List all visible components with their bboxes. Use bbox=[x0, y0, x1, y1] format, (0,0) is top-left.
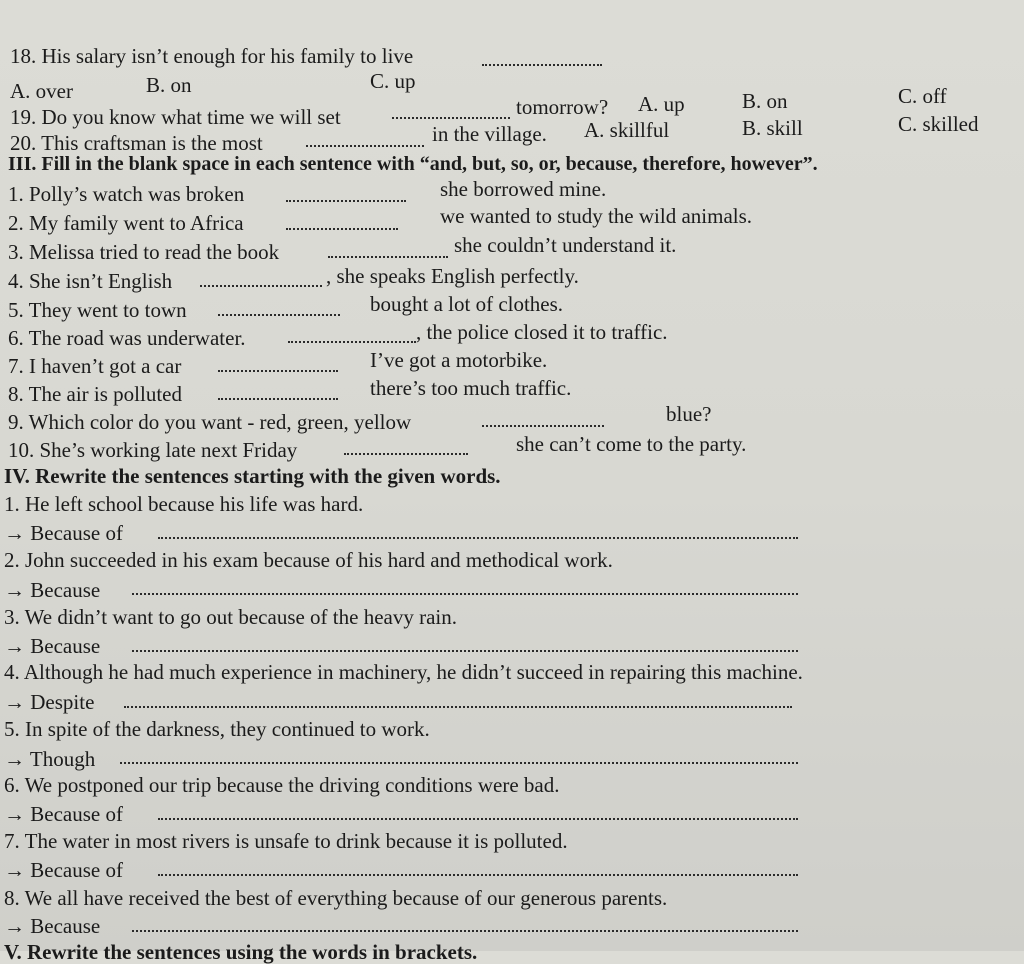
s3-item-6-before: 6. The road was underwater. bbox=[8, 326, 246, 350]
s4-item-1-sentence: 1. He left school because his life was hard. bbox=[4, 492, 364, 516]
s3-item-10-after: she can’t come to the party. bbox=[516, 432, 747, 456]
s4-item-5-start: → Though bbox=[4, 747, 96, 771]
q20-option-a: A. skillful bbox=[584, 118, 670, 142]
s4-item-2-sentence: 2. John succeeded in his exam because of his hard and methodical work. bbox=[4, 548, 613, 572]
s3-item-9-blank[interactable] bbox=[482, 425, 604, 427]
q19-option-a: A. up bbox=[638, 92, 685, 116]
q20-stem: 20. This craftsman is the most bbox=[10, 131, 263, 155]
q18-option-b: B. on bbox=[146, 73, 192, 97]
q18-option-a: A. over bbox=[10, 79, 73, 103]
s3-item-9-after: blue? bbox=[666, 402, 712, 426]
s3-item-4-before: 4. She isn’t English bbox=[8, 269, 173, 293]
s3-item-8-after: there’s too much traffic. bbox=[370, 376, 572, 400]
q18-stem: 18. His salary isn’t enough for his family to live bbox=[10, 44, 414, 68]
section-4-heading: IV. Rewrite the sentences starting with the given words. bbox=[4, 464, 501, 488]
s3-item-8-blank[interactable] bbox=[218, 398, 338, 400]
q20-tail: in the village. bbox=[432, 122, 547, 146]
s3-item-2-after: we wanted to study the wild animals. bbox=[440, 204, 753, 228]
s4-item-4-start: → Despite bbox=[4, 690, 95, 714]
s3-item-5-after: bought a lot of clothes. bbox=[370, 292, 564, 316]
s3-item-9-before: 9. Which color do you want - red, green, yellow bbox=[8, 410, 412, 434]
s3-item-5-blank[interactable] bbox=[218, 314, 340, 316]
q19-stem: 19. Do you know what time we will set bbox=[10, 105, 341, 129]
s4-item-8-start: → Because bbox=[4, 914, 101, 938]
s4-item-1-answer-line[interactable] bbox=[158, 537, 798, 539]
s4-item-7-sentence: 7. The water in most rivers is unsafe to drink because it is polluted. bbox=[4, 829, 568, 853]
s3-item-4-after: , she speaks English perfectly. bbox=[326, 264, 579, 288]
s3-item-5-before: 5. They went to town bbox=[8, 298, 187, 322]
s3-item-10-blank[interactable] bbox=[344, 453, 468, 455]
s4-item-7-answer-line[interactable] bbox=[158, 874, 798, 876]
s3-item-7-before: 7. I haven’t got a car bbox=[8, 354, 182, 378]
q20-option-c: C. skilled bbox=[898, 112, 979, 136]
q19-option-b: B. on bbox=[742, 89, 788, 113]
s4-item-3-sentence: 3. We didn’t want to go out because of the heavy rain. bbox=[4, 605, 457, 629]
s4-item-3-start: → Because bbox=[4, 634, 101, 658]
s3-item-1-after: she borrowed mine. bbox=[440, 177, 607, 201]
s4-item-2-start: → Because bbox=[4, 578, 101, 602]
s3-item-7-blank[interactable] bbox=[218, 370, 338, 372]
q18-blank[interactable] bbox=[482, 64, 602, 66]
s4-item-5-sentence: 5. In spite of the darkness, they continued to work. bbox=[4, 717, 430, 741]
s3-item-3-after: she couldn’t understand it. bbox=[454, 233, 677, 257]
s3-item-8-before: 8. The air is polluted bbox=[8, 382, 182, 406]
s4-item-4-answer-line[interactable] bbox=[124, 706, 792, 708]
s4-item-8-answer-line[interactable] bbox=[132, 930, 798, 932]
s3-item-3-before: 3. Melissa tried to read the book bbox=[8, 240, 280, 264]
s4-item-1-start: → Because of bbox=[4, 521, 123, 545]
s4-item-8-sentence: 8. We all have received the best of everything because of our generous parents. bbox=[4, 886, 668, 910]
q20-option-b: B. skill bbox=[742, 116, 803, 140]
q20-blank[interactable] bbox=[306, 145, 424, 147]
s4-item-5-answer-line[interactable] bbox=[120, 762, 798, 764]
s3-item-3-blank[interactable] bbox=[328, 256, 448, 258]
s3-item-1-before: 1. Polly’s watch was broken bbox=[8, 182, 245, 206]
q19-tail: tomorrow? bbox=[516, 95, 609, 119]
s3-item-2-before: 2. My family went to Africa bbox=[8, 211, 244, 235]
s4-item-2-answer-line[interactable] bbox=[132, 593, 798, 595]
s3-item-6-blank[interactable] bbox=[288, 341, 416, 343]
s3-item-6-after: , the police closed it to traffic. bbox=[416, 320, 668, 344]
s4-item-3-answer-line[interactable] bbox=[132, 650, 798, 652]
s3-item-4-blank[interactable] bbox=[200, 285, 322, 287]
s4-item-6-sentence: 6. We postponed our trip because the driving conditions were bad. bbox=[4, 773, 560, 797]
section-5-heading: V. Rewrite the sentences using the words in brackets. bbox=[4, 940, 478, 964]
q19-option-c: C. off bbox=[898, 84, 947, 108]
s4-item-6-start: → Because of bbox=[4, 802, 123, 826]
s3-item-1-blank[interactable] bbox=[286, 200, 406, 202]
s4-item-6-answer-line[interactable] bbox=[158, 818, 798, 820]
s4-item-7-start: → Because of bbox=[4, 858, 123, 882]
q18-option-c: C. up bbox=[370, 69, 416, 93]
s3-item-10-before: 10. She’s working late next Friday bbox=[8, 438, 298, 462]
s3-item-2-blank[interactable] bbox=[286, 228, 398, 230]
s4-item-4-sentence: 4. Although he had much experience in machinery, he didn’t succeed in repairing this machine. bbox=[4, 660, 803, 684]
section-3-heading: III. Fill in the blank space in each sentence with “and, but, so, or, because, therefore, however”. bbox=[8, 153, 818, 175]
q19-blank[interactable] bbox=[392, 117, 510, 119]
s3-item-7-after: I’ve got a motorbike. bbox=[370, 348, 548, 372]
